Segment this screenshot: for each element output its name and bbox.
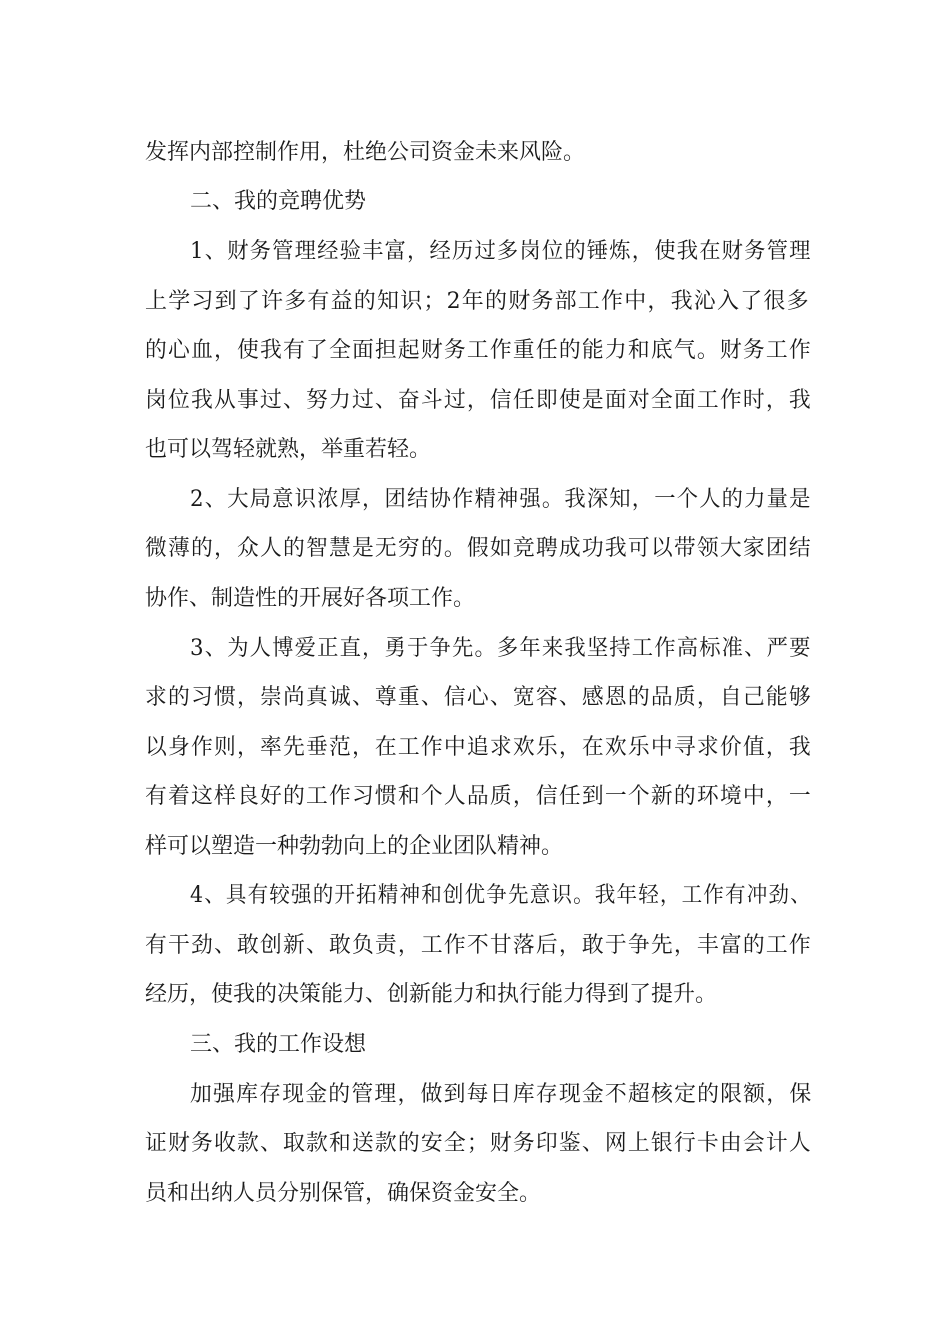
body-text-line: 4、具有较强的开拓精神和创优争先意识。我年轻，工作有冲劲、 <box>190 883 812 908</box>
body-text-line: 协作、制造性的开展好各项工作。 <box>145 586 476 611</box>
body-text-line: 员和出纳人员分别保管，确保资金安全。 <box>145 1181 542 1206</box>
body-text-line: 2、大局意识浓厚，团结协作精神强。我深知，一个人的力量是 <box>190 487 812 512</box>
body-text-line: 有干劲、敢创新、敢负责，工作不甘落后，敢于争先，丰富的工作 <box>145 933 812 958</box>
body-text-line: 加强库存现金的管理，做到每日库存现金不超核定的限额，保 <box>190 1082 813 1107</box>
body-text-line: 经历，使我的决策能力、创新能力和执行能力得到了提升。 <box>145 982 718 1007</box>
body-text-line: 的心血，使我有了全面担起财务工作重任的能力和底气。财务工作 <box>145 338 812 363</box>
body-text-line: 样可以塑造一种勃勃向上的企业团队精神。 <box>145 834 564 859</box>
body-text-line: 也可以驾轻就熟，举重若轻。 <box>145 437 432 462</box>
body-text-line: 3、为人博爱正直，勇于争先。多年来我坚持工作高标准、严要 <box>190 636 812 661</box>
body-text-line: 证财务收款、取款和送款的安全；财务印鉴、网上银行卡由会计人 <box>145 1131 812 1156</box>
body-text-line: 发挥内部控制作用，杜绝公司资金未来风险。 <box>145 140 586 165</box>
body-text-line: 以身作则，率先垂范，在工作中追求欢乐，在欢乐中寻求价值，我 <box>145 735 812 760</box>
section-heading: 三、我的工作设想 <box>190 1032 367 1057</box>
body-text-line: 岗位我从事过、努力过、奋斗过，信任即使是面对全面工作时，我 <box>145 388 812 413</box>
body-text-line: 有着这样良好的工作习惯和个人品质，信任到一个新的环境中，一 <box>145 784 812 809</box>
body-text-line: 上学习到了许多有益的知识；2年的财务部工作中，我沁入了很多 <box>145 289 810 314</box>
body-text-line: 求的习惯，崇尚真诚、尊重、信心、宽容、感恩的品质，自己能够 <box>145 685 812 710</box>
body-text-line: 微薄的，众人的智慧是无穷的。假如竞聘成功我可以带领大家团结 <box>145 536 812 561</box>
section-heading: 二、我的竞聘优势 <box>190 189 367 214</box>
body-text-line: 1、财务管理经验丰富，经历过多岗位的锤炼，使我在财务管理 <box>190 239 812 264</box>
